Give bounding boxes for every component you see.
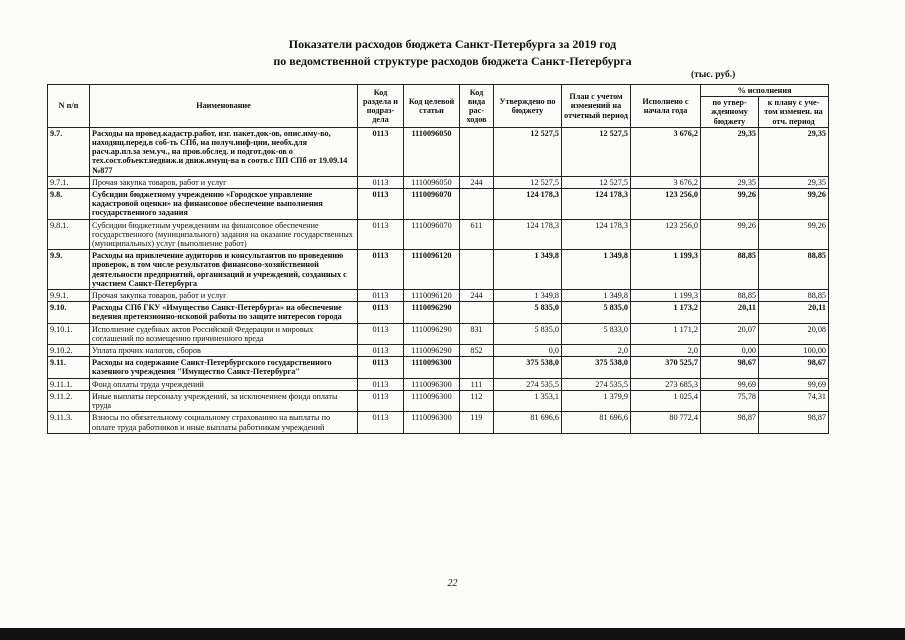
row-section: 0113: [358, 357, 404, 378]
row-pct-plan: 99,26: [759, 189, 829, 220]
row-section: 0113: [358, 302, 404, 323]
row-kind: 119: [460, 412, 494, 433]
row-executed: 1 025,4: [631, 390, 701, 411]
row-plan: 124 178,3: [562, 219, 631, 250]
row-pct-approved: 75,78: [701, 390, 759, 411]
row-executed: 370 525,7: [631, 357, 701, 378]
row-plan: 81 696,6: [562, 412, 631, 433]
row-approved: 5 835,0: [494, 323, 562, 344]
header-section: Код раздела и подраз-дела: [358, 85, 404, 128]
row-name: Фонд оплаты труда учреждений: [90, 378, 358, 390]
row-executed: 3 676,2: [631, 127, 701, 176]
row-target: 1110096050: [404, 127, 460, 176]
row-num: 9.11.1.: [48, 378, 90, 390]
row-approved: 81 696,6: [494, 412, 562, 433]
row-section: 0113: [358, 250, 404, 290]
row-target: 1110096290: [404, 345, 460, 357]
table-row: [48, 250, 829, 290]
row-target: 1110096050: [404, 176, 460, 188]
row-kind: [460, 302, 494, 323]
row-executed: 2,0: [631, 345, 701, 357]
units-label: (тыс. руб.): [691, 70, 736, 80]
row-plan: 5 833,0: [562, 323, 631, 344]
row-executed: 273 685,3: [631, 378, 701, 390]
row-pct-approved: 29,35: [701, 127, 759, 176]
row-name: Прочая закупка товаров, работ и услуг: [90, 290, 358, 302]
header-plan: План с учетом изменений на отчетный период: [562, 85, 631, 128]
row-kind: [460, 127, 494, 176]
row-executed: 1 199,3: [631, 250, 701, 290]
row-approved: 5 835,0: [494, 302, 562, 323]
document-subtitle: по ведомственной структуре расходов бюджета Санкт-Петербурга: [273, 54, 632, 68]
row-executed: 3 676,2: [631, 176, 701, 188]
header-pct-plan: к плану с уче-том изменен. на отч. период: [759, 97, 829, 128]
row-kind: [460, 189, 494, 220]
header-name: Наименование: [90, 85, 358, 128]
row-num: 9.9.1.: [48, 290, 90, 302]
table-row: [48, 176, 829, 188]
row-pct-plan: 74,31: [759, 390, 829, 411]
row-pct-plan: 88,85: [759, 250, 829, 290]
row-executed: 80 772,4: [631, 412, 701, 433]
row-num: 9.8.: [48, 189, 90, 220]
row-kind: 112: [460, 390, 494, 411]
table-row: [48, 323, 829, 344]
row-pct-plan: 20,08: [759, 323, 829, 344]
row-target: 1110096120: [404, 250, 460, 290]
row-num: 9.11.: [48, 357, 90, 378]
row-section: 0113: [358, 323, 404, 344]
row-plan: 12 527,5: [562, 127, 631, 176]
header-target: Код целевой статьи: [404, 85, 460, 128]
table-body: [48, 127, 829, 433]
row-kind: 111: [460, 378, 494, 390]
row-executed: 123 256,0: [631, 219, 701, 250]
row-num: 9.10.2.: [48, 345, 90, 357]
row-name: Расходы на содержание Санкт-Петербургского государственного казенного учреждения "Имущество Санкт-Петербурга": [90, 357, 358, 378]
row-target: 1110096120: [404, 290, 460, 302]
row-section: 0113: [358, 290, 404, 302]
row-section: 0113: [358, 390, 404, 411]
row-section: 0113: [358, 189, 404, 220]
row-pct-approved: 98,67: [701, 357, 759, 378]
row-plan: 1 349,8: [562, 290, 631, 302]
table-row: [48, 390, 829, 411]
row-num: 9.8.1.: [48, 219, 90, 250]
header-num: N п/п: [48, 85, 90, 128]
page-number: 22: [447, 578, 458, 589]
row-num: 9.10.1.: [48, 323, 90, 344]
row-approved: 375 538,0: [494, 357, 562, 378]
row-pct-approved: 88,85: [701, 250, 759, 290]
row-plan: 375 538,0: [562, 357, 631, 378]
row-name: Прочая закупка товаров, работ и услуг: [90, 176, 358, 188]
document-title: Показатели расходов бюджета Санкт-Петербурга за 2019 год: [288, 37, 617, 51]
row-approved: 1 349,8: [494, 290, 562, 302]
row-name: Субсидии бюджетным учреждениям на финансовое обеспечение государственного (муниципального) задания на оказание государственных (муниципальных) услуг (выполнение работ): [90, 219, 358, 250]
row-section: 0113: [358, 345, 404, 357]
row-section: 0113: [358, 412, 404, 433]
row-section: 0113: [358, 176, 404, 188]
row-target: 1110096290: [404, 323, 460, 344]
row-approved: 124 178,3: [494, 189, 562, 220]
row-executed: 1 173,2: [631, 302, 701, 323]
table-row: [48, 302, 829, 323]
budget-table: [47, 84, 829, 434]
row-name: Взносы по обязательному социальному страхованию на выплаты по оплате труда работников и иные выплаты работникам учреждений: [90, 412, 358, 433]
row-approved: 1 349,8: [494, 250, 562, 290]
row-target: 1110096300: [404, 390, 460, 411]
row-name: Субсидии бюджетному учреждению «Городское управление кадастровой оценки» на финансовое обеспечение выполнения государственного задания: [90, 189, 358, 220]
row-pct-approved: 88,85: [701, 290, 759, 302]
row-section: 0113: [358, 378, 404, 390]
header-approved: Утверждено по бюджету: [494, 85, 562, 128]
table-row: [48, 357, 829, 378]
row-pct-plan: 98,67: [759, 357, 829, 378]
row-pct-plan: 99,26: [759, 219, 829, 250]
row-num: 9.11.3.: [48, 412, 90, 433]
row-kind: 244: [460, 290, 494, 302]
row-pct-approved: 20,11: [701, 302, 759, 323]
row-kind: [460, 250, 494, 290]
row-name: Уплата прочих налогов, сборов: [90, 345, 358, 357]
row-approved: 124 178,3: [494, 219, 562, 250]
row-pct-plan: 88,85: [759, 290, 829, 302]
row-executed: 1 171,2: [631, 323, 701, 344]
row-num: 9.10.: [48, 302, 90, 323]
row-section: 0113: [358, 127, 404, 176]
row-kind: 852: [460, 345, 494, 357]
table-row: [48, 189, 829, 220]
row-plan: 274 535,5: [562, 378, 631, 390]
table-row: [48, 412, 829, 433]
row-pct-approved: 20,07: [701, 323, 759, 344]
row-pct-plan: 29,35: [759, 176, 829, 188]
row-approved: 274 535,5: [494, 378, 562, 390]
row-name: Исполнение судебных актов Российской Федерации и мировых соглашений по возмещению причиненного вреда: [90, 323, 358, 344]
row-pct-approved: 99,69: [701, 378, 759, 390]
row-num: 9.7.: [48, 127, 90, 176]
row-target: 1110096300: [404, 357, 460, 378]
row-target: 1110096290: [404, 302, 460, 323]
row-kind: 611: [460, 219, 494, 250]
row-kind: [460, 357, 494, 378]
row-num: 9.9.: [48, 250, 90, 290]
row-pct-plan: 98,87: [759, 412, 829, 433]
row-target: 1110096300: [404, 378, 460, 390]
header-percent-group: % исполнения: [701, 85, 829, 97]
row-pct-approved: 99,26: [701, 189, 759, 220]
header-pct-approved: по утвер-жденному бюджету: [701, 97, 759, 128]
row-name: Расходы СПб ГКУ «Имущество Санкт-Петербурга» на обеспечение ведения претензионно-исковой работы по защите интересов города: [90, 302, 358, 323]
row-num: 9.7.1.: [48, 176, 90, 188]
row-name: Иные выплаты персоналу учреждений, за исключением фонда оплаты труда: [90, 390, 358, 411]
header-kind: Код вида рас-ходов: [460, 85, 494, 128]
row-pct-plan: 20,11: [759, 302, 829, 323]
row-pct-plan: 99,69: [759, 378, 829, 390]
row-plan: 12 527,5: [562, 176, 631, 188]
header-executed: Исполнено с начала года: [631, 85, 701, 128]
row-name: Расходы на провед.кадастр.работ, изг. пакет.док-ов, опис.иму-во, находящ.перед.в соб-ть СПб, на получ.инф-ции, необх.для расч.ар.пл.за зем.уч., на пров.обслед. и подгот.док-ов о тех.сост.объект.недвиж.и движ.имущ-ва в соотв.с ПП СПб от 19.09.14 №877: [90, 127, 358, 176]
row-pct-approved: 98,87: [701, 412, 759, 433]
row-executed: 123 256,0: [631, 189, 701, 220]
row-plan: 2,0: [562, 345, 631, 357]
row-kind: 244: [460, 176, 494, 188]
row-pct-approved: 29,35: [701, 176, 759, 188]
row-plan: 124 178,3: [562, 189, 631, 220]
row-num: 9.11.2.: [48, 390, 90, 411]
header-row: [48, 85, 829, 97]
table-row: [48, 378, 829, 390]
row-target: 1110096300: [404, 412, 460, 433]
row-section: 0113: [358, 219, 404, 250]
row-approved: 0,0: [494, 345, 562, 357]
row-name: Расходы на привлечение аудиторов и консультантов по проведению проверок, в том числе результатов финансово-хозяйственной деятельности предприятий, организаций и учреждений, созданных с участием Санкт-Петербурга: [90, 250, 358, 290]
row-pct-plan: 100,00: [759, 345, 829, 357]
table-row: [48, 290, 829, 302]
table-row: [48, 345, 829, 357]
row-approved: 1 353,1: [494, 390, 562, 411]
row-plan: 5 835,0: [562, 302, 631, 323]
table-row: [48, 127, 829, 176]
row-target: 1110096070: [404, 219, 460, 250]
table-row: [48, 219, 829, 250]
row-plan: 1 349,8: [562, 250, 631, 290]
scan-edge: [0, 628, 905, 640]
row-plan: 1 379,9: [562, 390, 631, 411]
row-approved: 12 527,5: [494, 127, 562, 176]
row-executed: 1 199,3: [631, 290, 701, 302]
row-pct-approved: 0,00: [701, 345, 759, 357]
row-approved: 12 527,5: [494, 176, 562, 188]
row-kind: 831: [460, 323, 494, 344]
row-pct-plan: 29,35: [759, 127, 829, 176]
row-target: 1110096070: [404, 189, 460, 220]
row-pct-approved: 99,26: [701, 219, 759, 250]
